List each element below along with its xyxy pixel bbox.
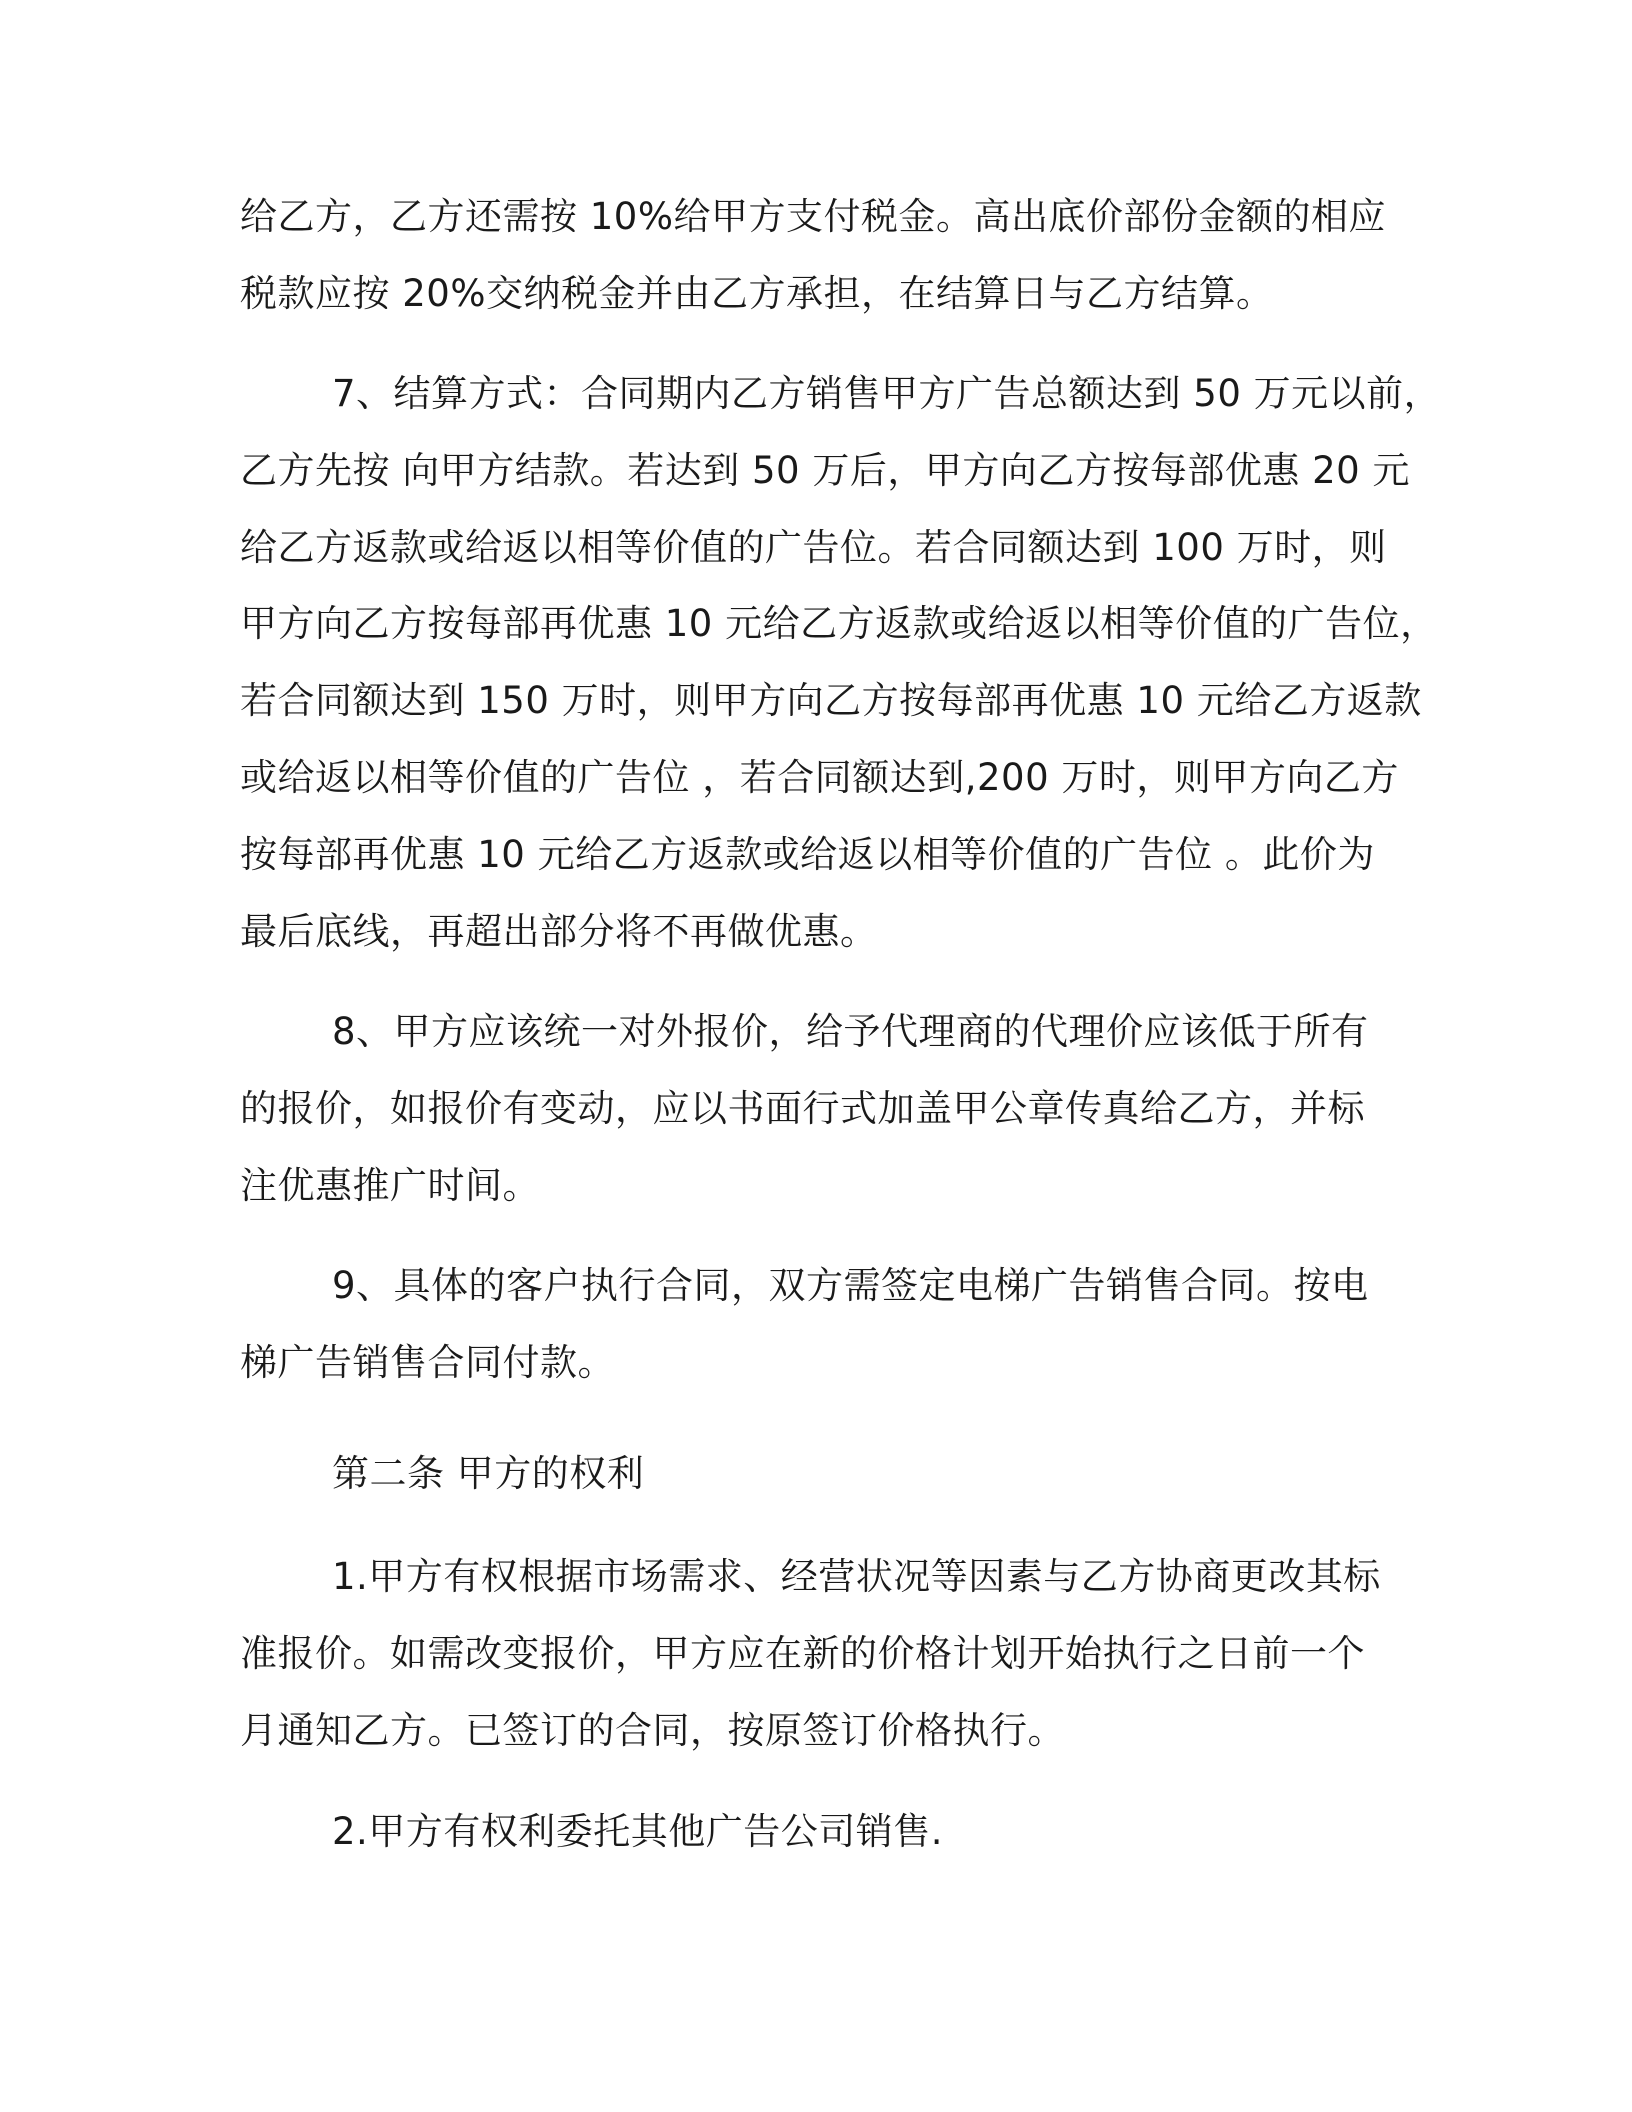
right-1-line-1: 1.甲方有权根据市场需求、经营状况等因素与乙方协商更改其标 xyxy=(332,1555,1381,1598)
paragraph-7-line-5: 若合同额达到 150 万时，则甲方向乙方按每部再优惠 10 元给乙方返款 xyxy=(240,679,1422,722)
paragraph-7-line-8: 最后底线，再超出部分将不再做优惠。 xyxy=(240,910,878,953)
paragraph-7-line-4: 甲方向乙方按每部再优惠 10 元给乙方返款或给返以相等价值的广告位， xyxy=(240,602,1438,645)
section-heading: 第二条 甲方的权利 xyxy=(332,1452,645,1495)
paragraph-7-line-6: 或给返以相等价值的广告位 ，若合同额达到,200 万时，则甲方向乙方 xyxy=(240,756,1399,799)
paragraph-6-line-2: 税款应按 20%交纳税金并由乙方承担，在结算日与乙方结算。 xyxy=(240,272,1274,315)
paragraph-7-line-3: 给乙方返款或给返以相等价值的广告位。若合同额达到 100 万时，则 xyxy=(240,526,1387,569)
paragraph-8-line-2: 的报价，如报价有变动，应以书面行式加盖甲公章传真给乙方，并标 xyxy=(240,1087,1365,1130)
right-1-line-2: 准报价。如需改变报价，甲方应在新的价格计划开始执行之日前一个 xyxy=(240,1632,1365,1675)
paragraph-6-line-1: 给乙方，乙方还需按 10%给甲方支付税金。高出底价部份金额的相应 xyxy=(240,195,1386,238)
paragraph-8-line-1: 8、甲方应该统一对外报价，给予代理商的代理价应该低于所有 xyxy=(332,1010,1369,1053)
right-1-line-3: 月通知乙方。已签订的合同，按原签订价格执行。 xyxy=(240,1709,1065,1752)
paragraph-7-line-1: 7、结算方式：合同期内乙方销售甲方广告总额达到 50 万元以前， xyxy=(332,372,1442,415)
right-2-line-1: 2.甲方有权利委托其他广告公司销售. xyxy=(332,1810,944,1853)
paragraph-9-line-2: 梯广告销售合同付款。 xyxy=(240,1341,615,1384)
paragraph-7-line-7: 按每部再优惠 10 元给乙方返款或给返以相等价值的广告位 。此价为 xyxy=(240,833,1375,876)
paragraph-8-line-3: 注优惠推广时间。 xyxy=(240,1164,540,1207)
paragraph-7-line-2: 乙方先按 向甲方结款。若达到 50 万后，甲方向乙方按每部优惠 20 元 xyxy=(240,449,1410,492)
paragraph-9-line-1: 9、具体的客户执行合同，双方需签定电梯广告销售合同。按电 xyxy=(332,1264,1369,1307)
